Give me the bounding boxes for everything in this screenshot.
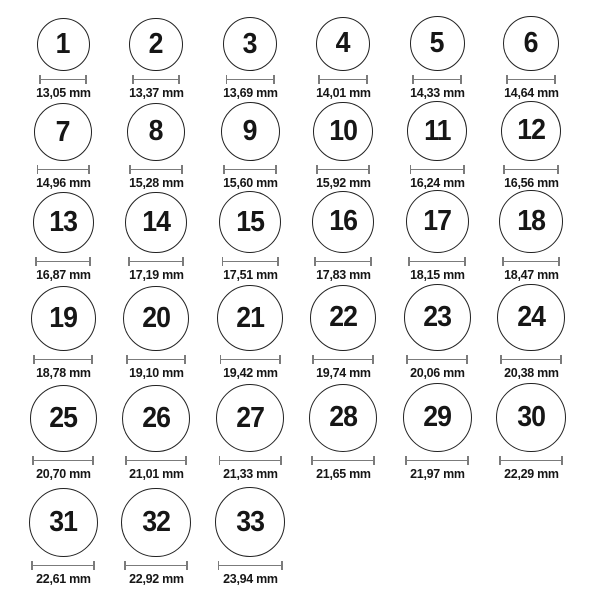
diameter-measure-line — [129, 165, 183, 174]
measure-tick-right — [372, 355, 374, 364]
diameter-label: 15,60 mm — [222, 175, 278, 190]
ring-circle — [121, 488, 191, 558]
ring-size-number: 17 — [423, 205, 451, 237]
diameter-label: 20,70 mm — [35, 466, 91, 481]
ring-circle — [219, 191, 281, 253]
ring-circle — [29, 488, 98, 557]
diameter-measure-line — [406, 355, 468, 364]
measure-tick-left — [223, 165, 225, 174]
measure-tick-right — [366, 75, 368, 84]
diameter-label: 17,19 mm — [128, 267, 184, 282]
ring-circle — [123, 286, 189, 352]
ring-circle — [30, 385, 97, 452]
measure-tick-left — [37, 165, 39, 174]
ring-size-number: 27 — [236, 401, 264, 434]
ring-circle — [404, 284, 471, 351]
ring-size-item — [390, 383, 484, 481]
measure-tick-right — [280, 456, 282, 465]
diameter-measure-line — [126, 355, 187, 364]
ring-size-item — [109, 488, 203, 587]
diameter-label: 13,69 mm — [222, 85, 278, 100]
diameter-measure-line — [405, 456, 469, 465]
measure-tick-left — [219, 456, 221, 465]
diameter-measure-line — [316, 165, 371, 174]
ring-size-item — [484, 101, 578, 191]
ring-circle — [410, 16, 465, 71]
diameter-measure-line — [312, 355, 374, 364]
ring-size-item — [390, 16, 484, 100]
measure-bar — [220, 359, 281, 361]
diameter-label: 15,28 mm — [128, 175, 184, 190]
diameter-label: 13,05 mm — [35, 85, 91, 100]
measure-bar — [124, 565, 189, 567]
ring-circle — [34, 103, 92, 161]
measure-bar — [223, 169, 277, 171]
ring-circle — [497, 284, 565, 352]
ring-circle — [316, 17, 371, 72]
ring-size-number: 13 — [49, 206, 77, 238]
measure-tick-left — [39, 75, 41, 84]
ring-circle — [122, 385, 190, 453]
diameter-label: 18,47 mm — [503, 267, 559, 282]
diameter-label: 16,24 mm — [409, 175, 465, 190]
ring-size-number: 6 — [524, 26, 538, 59]
ring-size-item — [296, 285, 390, 381]
measure-tick-left — [129, 165, 131, 174]
ring-size-item — [16, 192, 110, 282]
measure-bar — [314, 261, 372, 263]
diameter-measure-line — [222, 257, 279, 266]
measure-bar — [129, 169, 183, 171]
ring-size-number: 5 — [430, 27, 444, 59]
diameter-measure-line — [37, 165, 90, 174]
measure-tick-right — [92, 456, 94, 465]
measure-bar — [502, 261, 561, 263]
ring-circle — [403, 383, 472, 452]
diameter-label: 20,06 mm — [409, 365, 465, 380]
measure-bar — [503, 169, 559, 171]
ring-size-item — [484, 383, 578, 482]
measure-tick-right — [277, 257, 279, 266]
ring-circle — [125, 192, 187, 254]
ring-circle — [221, 102, 280, 161]
measure-bar — [405, 460, 469, 462]
measure-bar — [39, 79, 87, 81]
measure-tick-left — [318, 75, 320, 84]
diameter-measure-line — [39, 75, 87, 84]
ring-size-item — [109, 385, 203, 482]
diameter-label: 14,33 mm — [409, 85, 465, 100]
diameter-measure-line — [31, 561, 95, 570]
measure-tick-right — [91, 355, 93, 364]
ring-circle — [216, 384, 284, 452]
measure-bar — [126, 359, 187, 361]
measure-bar — [37, 169, 90, 171]
measure-tick-left — [503, 165, 505, 174]
measure-tick-left — [506, 75, 508, 84]
diameter-label: 21,33 mm — [222, 466, 278, 481]
diameter-label: 19,42 mm — [222, 365, 278, 380]
measure-tick-left — [220, 355, 222, 364]
diameter-label: 18,78 mm — [35, 365, 91, 380]
ring-size-number: 22 — [329, 301, 357, 334]
ring-circle — [127, 103, 186, 162]
ring-circle — [223, 17, 277, 71]
measure-tick-right — [184, 355, 186, 364]
measure-tick-left — [406, 355, 408, 364]
measure-bar — [125, 460, 188, 462]
measure-bar — [132, 79, 181, 81]
diameter-label: 14,01 mm — [315, 85, 371, 100]
measure-bar — [218, 565, 283, 567]
ring-size-item — [16, 488, 110, 586]
ring-size-number: 31 — [49, 506, 77, 538]
diameter-measure-line — [128, 257, 185, 266]
measure-tick-right — [275, 165, 277, 174]
measure-tick-right — [178, 75, 180, 84]
measure-tick-left — [314, 257, 316, 266]
measure-tick-left — [502, 257, 504, 266]
measure-bar — [33, 359, 93, 361]
measure-tick-left — [222, 257, 224, 266]
measure-tick-left — [31, 561, 33, 570]
ring-size-number: 12 — [517, 114, 545, 147]
diameter-measure-line — [500, 355, 563, 364]
ring-circle — [33, 192, 94, 253]
ring-circle — [496, 383, 566, 453]
ring-size-number: 11 — [423, 114, 451, 147]
ring-size-number: 9 — [243, 115, 257, 147]
ring-size-item — [16, 286, 110, 380]
ring-size-number: 21 — [236, 301, 264, 334]
ring-size-number: 20 — [142, 301, 170, 334]
measure-tick-right — [186, 561, 188, 570]
measure-bar — [222, 261, 279, 263]
measure-bar — [500, 359, 563, 361]
measure-tick-right — [557, 165, 559, 174]
ring-size-item — [484, 16, 578, 101]
ring-size-number: 24 — [517, 300, 545, 333]
diameter-label: 21,01 mm — [128, 466, 184, 481]
diameter-label: 19,10 mm — [128, 365, 184, 380]
ring-size-item — [390, 190, 484, 282]
ring-size-item — [203, 191, 297, 282]
ring-circle — [309, 384, 378, 453]
measure-tick-right — [185, 456, 187, 465]
measure-bar — [32, 460, 94, 462]
measure-bar — [506, 79, 557, 81]
diameter-label: 23,94 mm — [222, 571, 278, 586]
ring-size-number: 30 — [517, 400, 545, 433]
measure-bar — [499, 460, 564, 462]
ring-circle — [310, 285, 377, 352]
ring-size-number: 10 — [329, 114, 357, 147]
ring-size-item — [484, 284, 578, 381]
measure-tick-right — [181, 165, 183, 174]
measure-tick-right — [561, 456, 563, 465]
ring-size-item — [203, 487, 297, 586]
measure-bar — [35, 261, 91, 263]
ring-size-number: 2 — [149, 27, 163, 60]
diameter-measure-line — [223, 165, 277, 174]
diameter-label: 14,64 mm — [503, 85, 559, 100]
measure-tick-right — [558, 257, 560, 266]
measure-bar — [408, 261, 466, 263]
ring-size-number: 26 — [142, 401, 170, 434]
ring-size-item — [109, 286, 203, 381]
measure-tick-right — [463, 165, 465, 174]
ring-circle — [407, 101, 467, 161]
ring-size-item — [296, 384, 390, 482]
ring-circle — [312, 191, 375, 254]
measure-bar — [316, 169, 371, 171]
measure-bar — [128, 261, 185, 263]
diameter-label: 17,51 mm — [222, 267, 278, 282]
diameter-measure-line — [499, 456, 564, 465]
diameter-measure-line — [226, 75, 275, 84]
measure-tick-left — [124, 561, 126, 570]
ring-size-number: 23 — [423, 301, 451, 333]
ring-size-number: 18 — [517, 204, 545, 237]
ring-size-item — [16, 103, 110, 190]
diameter-measure-line — [32, 456, 94, 465]
measure-tick-left — [35, 257, 37, 266]
measure-tick-right — [466, 355, 468, 364]
measure-tick-right — [560, 355, 562, 364]
measure-bar — [412, 79, 462, 81]
diameter-measure-line — [408, 257, 466, 266]
ring-size-item — [296, 102, 390, 191]
diameter-label: 16,87 mm — [35, 267, 91, 282]
measure-tick-left — [126, 355, 128, 364]
diameter-label: 21,65 mm — [315, 466, 371, 481]
measure-bar — [219, 460, 282, 462]
ring-size-item — [390, 284, 484, 380]
measure-tick-left — [316, 165, 318, 174]
measure-tick-left — [218, 561, 220, 570]
diameter-measure-line — [502, 257, 561, 266]
measure-bar — [406, 359, 468, 361]
ring-size-item — [296, 191, 390, 283]
measure-tick-right — [88, 165, 90, 174]
diameter-measure-line — [412, 75, 462, 84]
measure-bar — [226, 79, 275, 81]
measure-tick-right — [373, 456, 375, 465]
ring-size-number: 33 — [236, 505, 264, 538]
diameter-label: 22,92 mm — [128, 571, 184, 586]
measure-tick-right — [464, 257, 466, 266]
ring-size-number: 4 — [336, 27, 350, 60]
measure-tick-left — [132, 75, 134, 84]
ring-size-number: 1 — [56, 28, 70, 60]
ring-size-item — [109, 192, 203, 283]
diameter-measure-line — [314, 257, 372, 266]
diameter-measure-line — [219, 456, 282, 465]
measure-bar — [410, 169, 465, 171]
measure-tick-right — [368, 165, 370, 174]
ring-circle — [503, 16, 559, 72]
diameter-measure-line — [218, 561, 283, 570]
diameter-measure-line — [220, 355, 281, 364]
diameter-measure-line — [125, 456, 188, 465]
ring-size-number: 3 — [243, 27, 257, 60]
ring-circle — [129, 18, 183, 72]
measure-tick-right — [460, 75, 462, 84]
ring-size-number: 19 — [49, 302, 77, 334]
measure-tick-right — [85, 75, 87, 84]
measure-bar — [31, 565, 95, 567]
diameter-measure-line — [506, 75, 557, 84]
ring-circle — [217, 285, 283, 351]
ring-circle — [501, 101, 562, 162]
measure-bar — [311, 460, 375, 462]
ring-size-item — [390, 101, 484, 190]
diameter-measure-line — [318, 75, 368, 84]
measure-tick-right — [182, 257, 184, 266]
ring-circle — [499, 190, 563, 254]
measure-tick-left — [500, 355, 502, 364]
diameter-measure-line — [35, 257, 91, 266]
ring-size-item — [203, 17, 297, 100]
measure-tick-left — [125, 456, 127, 465]
measure-tick-left — [499, 456, 501, 465]
ring-size-item — [109, 103, 203, 191]
measure-tick-right — [93, 561, 95, 570]
measure-tick-right — [467, 456, 469, 465]
diameter-measure-line — [132, 75, 181, 84]
ring-size-number: 7 — [56, 115, 70, 148]
diameter-label: 13,37 mm — [128, 85, 184, 100]
ring-size-number: 25 — [49, 402, 77, 434]
ring-circle — [37, 18, 90, 71]
ring-size-item — [16, 385, 110, 481]
measure-tick-right — [279, 355, 281, 364]
diameter-label: 21,97 mm — [409, 466, 465, 481]
measure-tick-left — [312, 355, 314, 364]
ring-size-item — [203, 384, 297, 481]
ring-circle — [215, 487, 285, 557]
ring-circle — [31, 286, 96, 351]
diameter-measure-line — [311, 456, 375, 465]
measure-tick-right — [273, 75, 275, 84]
diameter-label: 19,74 mm — [315, 365, 371, 380]
measure-tick-left — [408, 257, 410, 266]
measure-tick-left — [311, 456, 313, 465]
diameter-measure-line — [503, 165, 559, 174]
ring-size-number: 16 — [329, 205, 357, 238]
diameter-label: 16,56 mm — [503, 175, 559, 190]
ring-size-item — [484, 190, 578, 283]
measure-tick-right — [89, 257, 91, 266]
measure-tick-left — [33, 355, 35, 364]
diameter-label: 17,83 mm — [315, 267, 371, 282]
diameter-measure-line — [410, 165, 465, 174]
ring-circle — [313, 102, 373, 162]
ring-size-number: 28 — [329, 401, 357, 434]
measure-tick-left — [128, 257, 130, 266]
diameter-label: 14,96 mm — [35, 175, 91, 190]
measure-tick-left — [410, 165, 412, 174]
ring-size-item — [16, 18, 110, 100]
measure-tick-right — [370, 257, 372, 266]
diameter-label: 22,61 mm — [35, 571, 91, 586]
ring-size-number: 14 — [142, 205, 170, 238]
ring-size-item — [203, 285, 297, 380]
measure-tick-left — [32, 456, 34, 465]
measure-bar — [312, 359, 374, 361]
diameter-measure-line — [33, 355, 93, 364]
diameter-label: 15,92 mm — [315, 175, 371, 190]
diameter-label: 18,15 mm — [409, 267, 465, 282]
measure-tick-right — [281, 561, 283, 570]
diameter-label: 22,29 mm — [503, 466, 559, 481]
measure-tick-left — [405, 456, 407, 465]
ring-size-number: 15 — [236, 205, 264, 238]
ring-size-item — [109, 18, 203, 101]
diameter-label: 20,38 mm — [503, 365, 559, 380]
diameter-measure-line — [124, 561, 189, 570]
ring-size-item — [296, 17, 390, 101]
ring-size-number: 8 — [149, 115, 163, 148]
measure-tick-left — [412, 75, 414, 84]
measure-bar — [318, 79, 368, 81]
ring-circle — [406, 190, 469, 253]
measure-tick-right — [554, 75, 556, 84]
ring-size-number: 29 — [423, 401, 451, 433]
ring-size-number: 32 — [142, 505, 170, 538]
ring-size-item — [203, 102, 297, 190]
measure-tick-left — [226, 75, 228, 84]
